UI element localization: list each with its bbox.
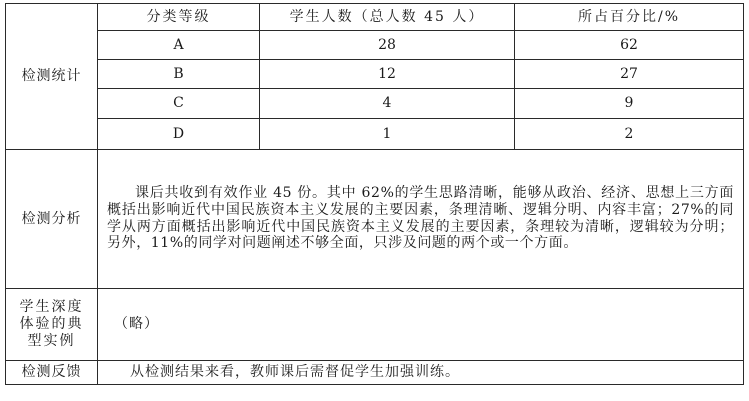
count-cell: 28 — [260, 31, 515, 60]
table-row — [6, 89, 744, 119]
analysis-row — [6, 150, 744, 289]
count-cell: 1 — [260, 119, 515, 150]
stats-header-row — [6, 4, 744, 31]
examples-label — [6, 289, 98, 361]
analysis-cell — [98, 150, 744, 289]
examples-text: （略） — [98, 289, 744, 361]
table-row — [6, 31, 744, 60]
analysis-text: 课后共收到有效作业 45 份。其中 62%的学生思路清晰，能够从政治、经济、思想上三方面概括出影响近代中国民族资本主义发展的主要因素，条理清晰、逻辑分明、内容丰富；27%的同学从两方面概括出影响近代中国民族资本主义发展的主要因素，条理较为清晰，逻辑较为分明；另外，11%的同学对问题阐述不够全面，只涉及问题的两个或一个方面。 — [107, 184, 734, 252]
percent-cell: 27 — [515, 60, 744, 89]
table-row — [6, 119, 744, 150]
percent-cell: 62 — [515, 31, 744, 60]
examples-label-text: 学生深度体验的典型实例 — [19, 299, 84, 349]
grade-cell: A — [98, 31, 260, 60]
count-cell: 4 — [260, 89, 515, 119]
analysis-label: 检测分析 — [6, 150, 98, 289]
percent-cell: 9 — [515, 89, 744, 119]
stats-section-label: 检测统计 — [6, 4, 98, 150]
feedback-row — [6, 361, 744, 385]
feedback-label: 检测反馈 — [6, 361, 98, 385]
header-grade: 分类等级 — [98, 4, 260, 31]
grade-cell: D — [98, 119, 260, 150]
assessment-table — [5, 3, 744, 385]
count-cell: 12 — [260, 60, 515, 89]
grade-cell: B — [98, 60, 260, 89]
examples-row — [6, 289, 744, 361]
header-student-count: 学生人数（总人数 45 人） — [260, 4, 515, 31]
header-percentage: 所占百分比/% — [515, 4, 744, 31]
percent-cell: 2 — [515, 119, 744, 150]
feedback-text: 从检测结果来看，教师课后需督促学生加强训练。 — [98, 361, 744, 385]
table-row — [6, 60, 744, 89]
grade-cell: C — [98, 89, 260, 119]
